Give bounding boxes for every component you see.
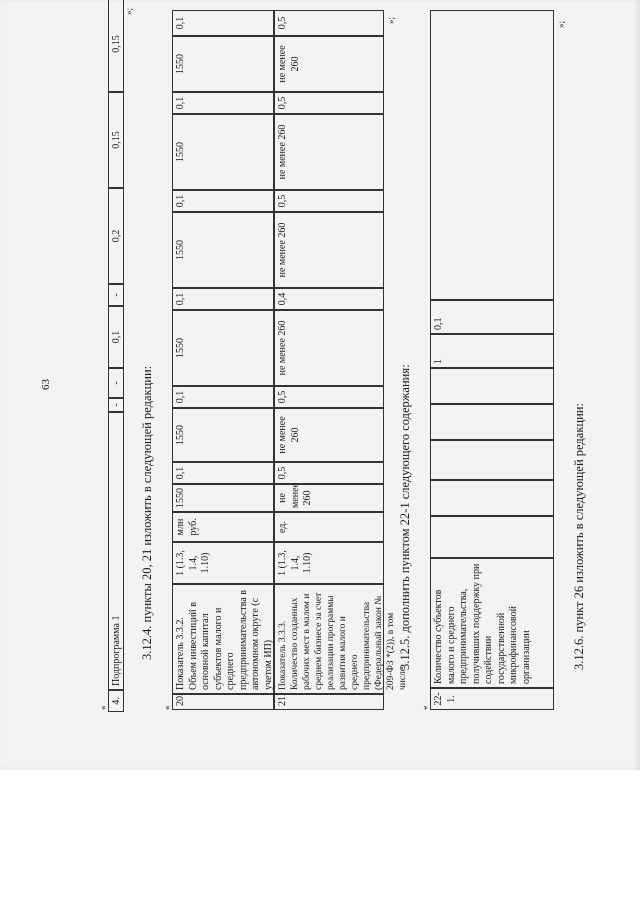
table-cell-empty [430,516,554,558]
table-cell-value: 1550 [172,36,274,92]
table-cell-name: Показатель 3.3.2. Объем инвестиций в основной капитал субъектов малого и среднего предпринимательства в автономном округе (с учетом ИП) [172,584,274,694]
table-cell-value: 0,5 [274,462,384,484]
section-heading: 3.12.4. пункты 20, 21 изложить в следующей редакции: [140,365,154,660]
table-cell-unit: млн руб. [172,512,274,542]
table-cell-empty [430,368,554,404]
table-cell-value: не менее 260 [274,114,384,190]
table-cell-ref: 1 (1.3, 1.4, 1.10) [274,542,384,584]
table-cell-value: 0,1 [172,386,274,408]
table-cell-num: 20. [172,694,274,710]
open-quote: « [420,705,430,710]
table-cell-num: 4. [108,690,124,712]
table-cell-name: Показатель 3.3.3. Количество созданных рабочих мест в малом и среднем бизнесе за счет реализации программы развития малого и среднего предпринимательства (Федеральный закон № 209-ФЗ *(2)), в том числе [274,584,384,694]
table-cell-value: не менее 260 [274,408,384,462]
table-cell-value: - [108,398,124,412]
table-cell-value: 0,5 [274,10,384,36]
table-cell-empty [430,480,554,516]
table-cell-value: не менее 260 [274,212,384,288]
table-cell-name: Подпрограмма 1 [108,412,124,690]
table-cell-value: не менее 260 [274,310,384,386]
table-cell-value: 0,2 [108,188,124,284]
table-cell-value: 0,5 [274,386,384,408]
table-cell-value: 0,15 [108,92,124,188]
section-heading: 3.12.6. пункт 26 изложить в следующей редакции: [572,403,586,670]
table-cell-value: не менее 260 [274,484,384,512]
table-cell-unit: ед. [274,512,384,542]
open-quote: « [98,705,108,710]
table-cell-value: 1550 [172,484,274,512]
table-cell-value: 1550 [172,310,274,386]
table-cell-value: 0,1 [108,306,124,368]
page-number: 63 [40,379,52,390]
table-cell-empty [430,440,554,480]
table-cell-value: 1 [430,334,554,368]
table-cell-value: не менее 260 [274,36,384,92]
table-cell-value: 0,15 [108,0,124,92]
table-cell-value: - [108,284,124,306]
table-cell-value: 0,1 [172,462,274,484]
close-quote: »; [386,16,396,24]
table-cell-value: 0,1 [172,10,274,36]
close-quote: »; [556,20,566,28]
table-cell-num: 21. [274,694,384,710]
table-cell-num: 22-1. [430,688,554,710]
table-cell-value: 0,1 [172,288,274,310]
table-cell-value: 1550 [172,408,274,462]
table-cell-value: 0,1 [172,92,274,114]
table-cell-ref: 1 (1.3, 1.4, 1.10) [172,542,274,584]
table-cell-name: Количество субъектов малого и среднего предпринимательства, получивших поддержку при содействии государственной микрофинансовой организации [430,558,554,688]
open-quote: « [162,705,172,710]
section-heading: 3.12.5. дополнить пунктом 22-1 следующего содержания: [398,364,412,670]
table-cell-empty [430,10,554,300]
table-cell-value: 0,1 [430,300,554,334]
table-cell-value: 0,4 [274,288,384,310]
close-quote: »; [124,7,134,15]
table-cell-value: 1550 [172,212,274,288]
table-cell-empty [430,404,554,440]
table-cell-value: 1550 [172,114,274,190]
table-subprogram-frame [108,8,124,712]
table-cell-value: 0,5 [274,190,384,212]
table-cell-value: 0,5 [274,92,384,114]
table-cell-value: 0,1 [172,190,274,212]
table-cell-value: - [108,368,124,398]
